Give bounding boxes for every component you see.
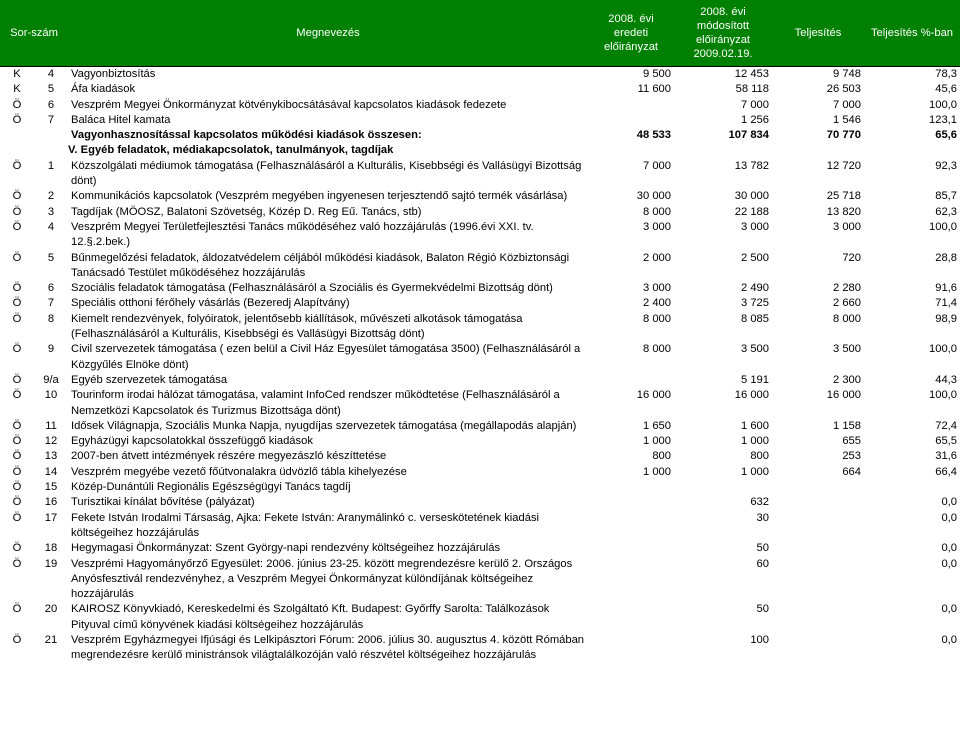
row-name: Közép-Dunántúli Regionális Egészségügyi Tanács tagdíj: [71, 481, 351, 494]
row-number: 7: [47, 113, 55, 126]
row-eredeti: 30 000: [636, 190, 671, 203]
table-row: [0, 296, 960, 311]
row-name: Turisztikai kínálat bővítése (pályázat): [71, 496, 255, 509]
row-modositott: 1 256: [741, 113, 769, 126]
row-teljesites: 655: [842, 435, 861, 448]
row-teljesites: [772, 557, 864, 603]
table-row: [0, 465, 960, 480]
total-orig: 48 533: [636, 129, 671, 142]
row-eredeti: 1 000: [643, 435, 671, 448]
row-szazalek: 0,0: [941, 557, 957, 570]
row-number: 9: [47, 343, 55, 356]
table-row: [0, 98, 960, 113]
row-modositott: 13 782: [734, 159, 769, 172]
row-szazalek: 100,0: [929, 343, 957, 356]
row-eredeti: 800: [652, 450, 671, 463]
row-type: Ö: [12, 633, 22, 646]
row-modositott: 50: [756, 603, 769, 616]
row-number: 5: [47, 251, 55, 264]
row-name: Baláca Hitel kamata: [71, 113, 171, 126]
row-type: Ö: [12, 419, 22, 432]
row-szazalek: 65,5: [935, 435, 957, 448]
row-teljesites: 253: [842, 450, 861, 463]
total-pct: 65,6: [935, 129, 957, 142]
row-type: Ö: [12, 511, 22, 524]
row-modositott: 7 000: [741, 98, 769, 111]
row-type: Ö: [12, 389, 22, 402]
row-modositott: 3 500: [741, 343, 769, 356]
row-type: Ö: [12, 343, 22, 356]
header-eredeti: 2008. évi eredeti előirányzat: [588, 0, 674, 67]
row-eredeti: 3 000: [643, 220, 671, 233]
row-type: Ö: [12, 205, 22, 218]
row-teljesites: 2 300: [833, 373, 861, 386]
row-modositott: 50: [756, 542, 769, 555]
row-name: Tagdíjak (MÖOSZ, Balatoni Szövetség, Közép D. Reg Eű. Tanács, stb): [71, 205, 422, 218]
row-name: KAIROSZ Könyvkiadó, Kereskedelmi és Szolgáltató Kft. Budapest: Győrffy Sarolta: Találkozások Pityuval című könyvének kiadási költségeihez hozzájárulás: [71, 603, 550, 631]
row-eredeti: [588, 602, 674, 633]
total-tel: 70 770: [826, 129, 861, 142]
row-teljesites: 12 720: [826, 159, 861, 172]
row-szazalek: 44,3: [935, 373, 957, 386]
row-teljesites: 26 503: [826, 83, 861, 96]
row-number: 6: [47, 98, 55, 111]
row-name: Áfa kiadások: [71, 83, 136, 96]
header-sorszam: Sor-szám: [0, 0, 68, 67]
row-name: Kommunikációs kapcsolatok (Veszprém megyében ingyenesen terjesztendő sajtó termék vásárlása): [71, 190, 568, 203]
section-title-row: [0, 143, 960, 158]
row-name: Fekete István Irodalmi Társaság, Ajka: Fekete István: Aranymálinkó c. verseskötetének kiadási költségeihez hozzájárulás: [71, 511, 540, 539]
row-modositott: 3 000: [741, 220, 769, 233]
row-szazalek: 100,0: [929, 220, 957, 233]
row-eredeti: 8 000: [643, 312, 671, 325]
row-eredeti: 7 000: [643, 159, 671, 172]
row-szazalek: 66,4: [935, 465, 957, 478]
row-teljesites: 3 500: [833, 343, 861, 356]
row-eredeti: [588, 480, 674, 495]
row-number: 17: [44, 511, 58, 524]
table-row: [0, 251, 960, 282]
row-type: Ö: [12, 557, 22, 570]
row-number: 5: [47, 83, 55, 96]
row-modositott: 58 118: [735, 83, 769, 96]
row-szazalek: 91,6: [935, 282, 957, 295]
row-type: Ö: [12, 251, 22, 264]
row-eredeti: 11 600: [637, 83, 671, 96]
row-eredeti: [588, 113, 674, 128]
row-modositott: 3 725: [741, 297, 769, 310]
row-number: 4: [47, 220, 55, 233]
row-teljesites: 720: [842, 251, 861, 264]
row-type: Ö: [12, 113, 22, 126]
row-eredeti: [588, 541, 674, 556]
row-type: Ö: [12, 603, 22, 616]
row-teljesites: 16 000: [826, 389, 861, 402]
row-number: 13: [44, 450, 58, 463]
header-row: [0, 0, 960, 67]
row-eredeti: [588, 511, 674, 542]
row-szazalek: 71,4: [935, 297, 957, 310]
row-eredeti: 8 000: [643, 205, 671, 218]
table-row: [0, 541, 960, 556]
row-szazalek: 78,3: [935, 68, 957, 80]
row-number: 3: [47, 205, 55, 218]
table-row: [0, 205, 960, 220]
section-title: V. Egyéb feladatok, médiakapcsolatok, tanulmányok, tagdíjak: [68, 144, 394, 157]
row-name: Bűnmegelőzési feladatok, áldozatvédelem céljából működési kiadások, Balaton Régió Közbiztonsági Tanácsadó Testület működéséhez hozzájárulás: [71, 251, 570, 279]
row-eredeti: 3 000: [643, 282, 671, 295]
total-section: [0, 128, 960, 159]
row-name: 2007-ben átvett intézmények részére megyezászló készíttetése: [71, 450, 387, 463]
row-name: Egyéb szervezetek támogatása: [71, 373, 228, 386]
row-modositott: 632: [750, 496, 769, 509]
row-szazalek: 0,0: [941, 511, 957, 524]
row-modositott: 1 000: [741, 435, 769, 448]
table-row: [0, 633, 960, 664]
row-teljesites: 9 748: [833, 68, 861, 80]
row-number: 19: [44, 557, 58, 570]
row-szazalek: 123,1: [929, 113, 957, 126]
row-type: Ö: [12, 373, 22, 386]
row-name: Veszprém megyébe vezető főútvonalakra üdvözlő tábla kihelyezése: [71, 465, 407, 478]
row-szazalek: 45,6: [935, 83, 957, 96]
row-type: Ö: [12, 481, 22, 494]
row-szazalek: 0,0: [941, 633, 957, 646]
row-szazalek: 31,6: [935, 450, 957, 463]
row-type: Ö: [12, 282, 22, 295]
header-teljesites: Teljesítés: [772, 0, 864, 67]
row-szazalek: 72,4: [935, 419, 957, 432]
row-eredeti: 8 000: [643, 343, 671, 356]
row-number: 11: [45, 419, 57, 432]
row-modositott: 2 500: [741, 251, 769, 264]
row-modositott: 1 000: [741, 465, 769, 478]
row-name: Kiemelt rendezvények, folyóiratok, jelentősebb kiállítások, művészeti alkotások támogatása (Felhasználásáról a Kulturális, Kisebbségi és Vallásügyi Bizottság dönt): [71, 312, 523, 341]
row-modositott: 16 000: [734, 389, 769, 402]
table-row: [0, 449, 960, 464]
row-eredeti: [588, 495, 674, 510]
table-row: [0, 220, 960, 251]
row-teljesites: 664: [842, 465, 861, 478]
header-modositott: 2008. évi módosított előirányzat 2009.02.19.: [674, 0, 772, 67]
row-type: Ö: [12, 312, 22, 325]
row-szazalek: 62,3: [935, 205, 957, 218]
table-row: [0, 480, 960, 495]
row-type: Ö: [12, 220, 22, 233]
row-teljesites: [772, 511, 864, 542]
row-modositott: [674, 480, 772, 495]
row-teljesites: 13 820: [826, 205, 861, 218]
row-szazalek: 0,0: [941, 603, 957, 616]
row-name: Közszolgálati médiumok támogatása (Felhasználásáról a Kulturális, Kisebbségi és Vallásügyi Bizottság dönt): [71, 159, 582, 188]
row-type: Ö: [12, 159, 22, 172]
row-number: 10: [44, 389, 58, 402]
row-name: Idősek Világnapja, Szociális Munka Napja, nyugdíjas szervezetek támogatása (megállapodás alapján): [71, 419, 577, 432]
row-number: 18: [44, 542, 58, 555]
header-szazalek: Teljesítés %-ban: [864, 0, 960, 67]
table-row: [0, 388, 960, 419]
row-number: 20: [44, 603, 58, 616]
row-type: Ö: [12, 190, 22, 203]
row-type: Ö: [12, 435, 22, 448]
row-number: 6: [47, 282, 55, 295]
row-teljesites: 2 660: [833, 297, 861, 310]
row-name: Szociális feladatok támogatása (Felhasználásáról a Szociális és Gyermekvédelmi Bizottság dönt): [71, 282, 553, 295]
row-modositott: 8 085: [741, 312, 769, 325]
row-name: Veszprém Megyei Területfejlesztési Tanács működéséhez való hozzájárulás (1996.évi XXI. tv. 12.§.2.bek.): [71, 220, 534, 249]
table-row: [0, 342, 960, 373]
table-row: [0, 602, 960, 633]
row-teljesites: [772, 495, 864, 510]
row-name: Vagyonbiztosítás: [71, 68, 156, 80]
row-eredeti: 2 400: [643, 297, 671, 310]
row-type: Ö: [12, 496, 22, 509]
row-modositott: 5 191: [741, 373, 769, 386]
row-name: Egyházügyi kapcsolatokkal összefüggő kiadások: [71, 435, 313, 448]
row-eredeti: 16 000: [636, 389, 671, 402]
header-megnevezes: Megnevezés: [68, 0, 588, 67]
row-number: 2: [47, 190, 55, 203]
row-number: 8: [47, 312, 55, 325]
row-modositott: 12 453: [734, 68, 769, 80]
row-number: 21: [44, 633, 58, 646]
row-modositott: 800: [750, 450, 769, 463]
row-teljesites: [772, 633, 864, 664]
row-number: 4: [47, 68, 55, 80]
row-number: 12: [44, 435, 58, 448]
row-eredeti: 1 650: [643, 419, 671, 432]
row-modositott: 22 188: [734, 205, 769, 218]
top-rows: [0, 67, 960, 129]
row-teljesites: 3 000: [833, 220, 861, 233]
table-row: [0, 281, 960, 296]
row-szazalek: 0,0: [941, 496, 957, 509]
row-teljesites: 8 000: [833, 312, 861, 325]
table-row: [0, 82, 960, 97]
row-type: Ö: [12, 450, 22, 463]
row-teljesites: 1 546: [833, 113, 861, 126]
row-modositott: 2 490: [741, 282, 769, 295]
table-row: [0, 189, 960, 204]
row-type: K: [13, 83, 21, 96]
row-type: Ö: [12, 465, 22, 478]
row-szazalek: [864, 480, 960, 495]
table-row: [0, 113, 960, 128]
row-name: Veszprém Megyei Önkormányzat kötvénykibocsátásával kapcsolatos kiadások fedezete: [71, 98, 507, 111]
row-eredeti: 9 500: [643, 68, 671, 80]
row-teljesites: 7 000: [833, 98, 861, 111]
row-name: Speciális otthoni férőhely vásárlás (Bezeredj Alapítvány): [71, 297, 350, 310]
table-row: [0, 511, 960, 542]
table-row: [0, 434, 960, 449]
row-eredeti: 2 000: [643, 251, 671, 264]
row-eredeti: 1 000: [643, 465, 671, 478]
row-modositott: 60: [756, 557, 769, 570]
row-szazalek: 100,0: [929, 98, 957, 111]
main-rows: [0, 159, 960, 664]
row-name: Veszprémi Hagyományőrző Egyesület: 2006. június 23-25. között megrendezésre kerülő 2. Országos Anyósfesztivál rendezvényhez, a Veszprém Megyei Önkormányzat különdíjának költségeihez hozzájárulás: [71, 557, 573, 601]
row-modositott: 1 600: [741, 419, 769, 432]
row-number: 7: [47, 297, 55, 310]
row-teljesites: 25 718: [826, 190, 861, 203]
row-type: Ö: [12, 542, 22, 555]
table-row: [0, 67, 960, 83]
row-modositott: 30 000: [734, 190, 769, 203]
row-teljesites: [772, 480, 864, 495]
row-number: 16: [44, 496, 58, 509]
row-name: Hegymagasi Önkormányzat: Szent György-napi rendezvény költségeihez hozzájárulás: [71, 542, 501, 555]
row-name: Civil szervezetek támogatása ( ezen belül a Civil Ház Egyesület támogatása 3500) (Felhasználásáról a Közgyűlés Elnöke dönt): [71, 343, 581, 371]
row-type: Ö: [12, 297, 22, 310]
table-row: [0, 312, 960, 343]
row-number: 15: [44, 481, 58, 494]
row-number: 1: [47, 159, 55, 172]
row-modositott: 100: [750, 633, 769, 646]
row-szazalek: 0,0: [941, 542, 957, 555]
row-teljesites: 2 280: [833, 282, 861, 295]
total-label: Vagyonhasznosítással kapcsolatos működési kiadások összesen:: [71, 129, 422, 142]
row-eredeti: [588, 98, 674, 113]
total-mod: 107 834: [728, 129, 769, 142]
row-teljesites: 1 158: [833, 419, 861, 432]
table-row: [0, 557, 960, 603]
row-teljesites: [772, 541, 864, 556]
row-szazalek: 85,7: [935, 190, 957, 203]
row-teljesites: [772, 602, 864, 633]
total-row: [0, 128, 960, 143]
row-name: Tourinform irodai hálózat támogatása, valamint InfoCed rendszer működtetése (Felhasználásáról a Nemzetközi Kapcsolatok és Turizmus Bizottsága dönt): [71, 389, 560, 417]
table-row: [0, 373, 960, 388]
row-number: 9/a: [43, 373, 59, 386]
row-name: Veszprém Egyházmegyei Ifjúsági és Lelkipásztori Fórum: 2006. július 30. augusztus 4. között Rómában megrendezésre kerülő ministránsok világtalálkozóján való részvétel költségeihez hozzájárulás: [71, 633, 585, 662]
row-eredeti: [588, 633, 674, 664]
row-modositott: 30: [756, 511, 769, 524]
row-szazalek: 98,9: [935, 312, 957, 325]
table-row: [0, 495, 960, 510]
table-row: [0, 159, 960, 190]
row-number: 14: [44, 465, 58, 478]
row-eredeti: [588, 557, 674, 603]
row-type: Ö: [12, 98, 22, 111]
row-szazalek: 92,3: [935, 159, 957, 172]
row-szazalek: 100,0: [929, 389, 957, 402]
table-row: [0, 419, 960, 434]
row-szazalek: 28,8: [935, 251, 957, 264]
row-eredeti: [588, 373, 674, 388]
row-type: K: [13, 68, 21, 80]
